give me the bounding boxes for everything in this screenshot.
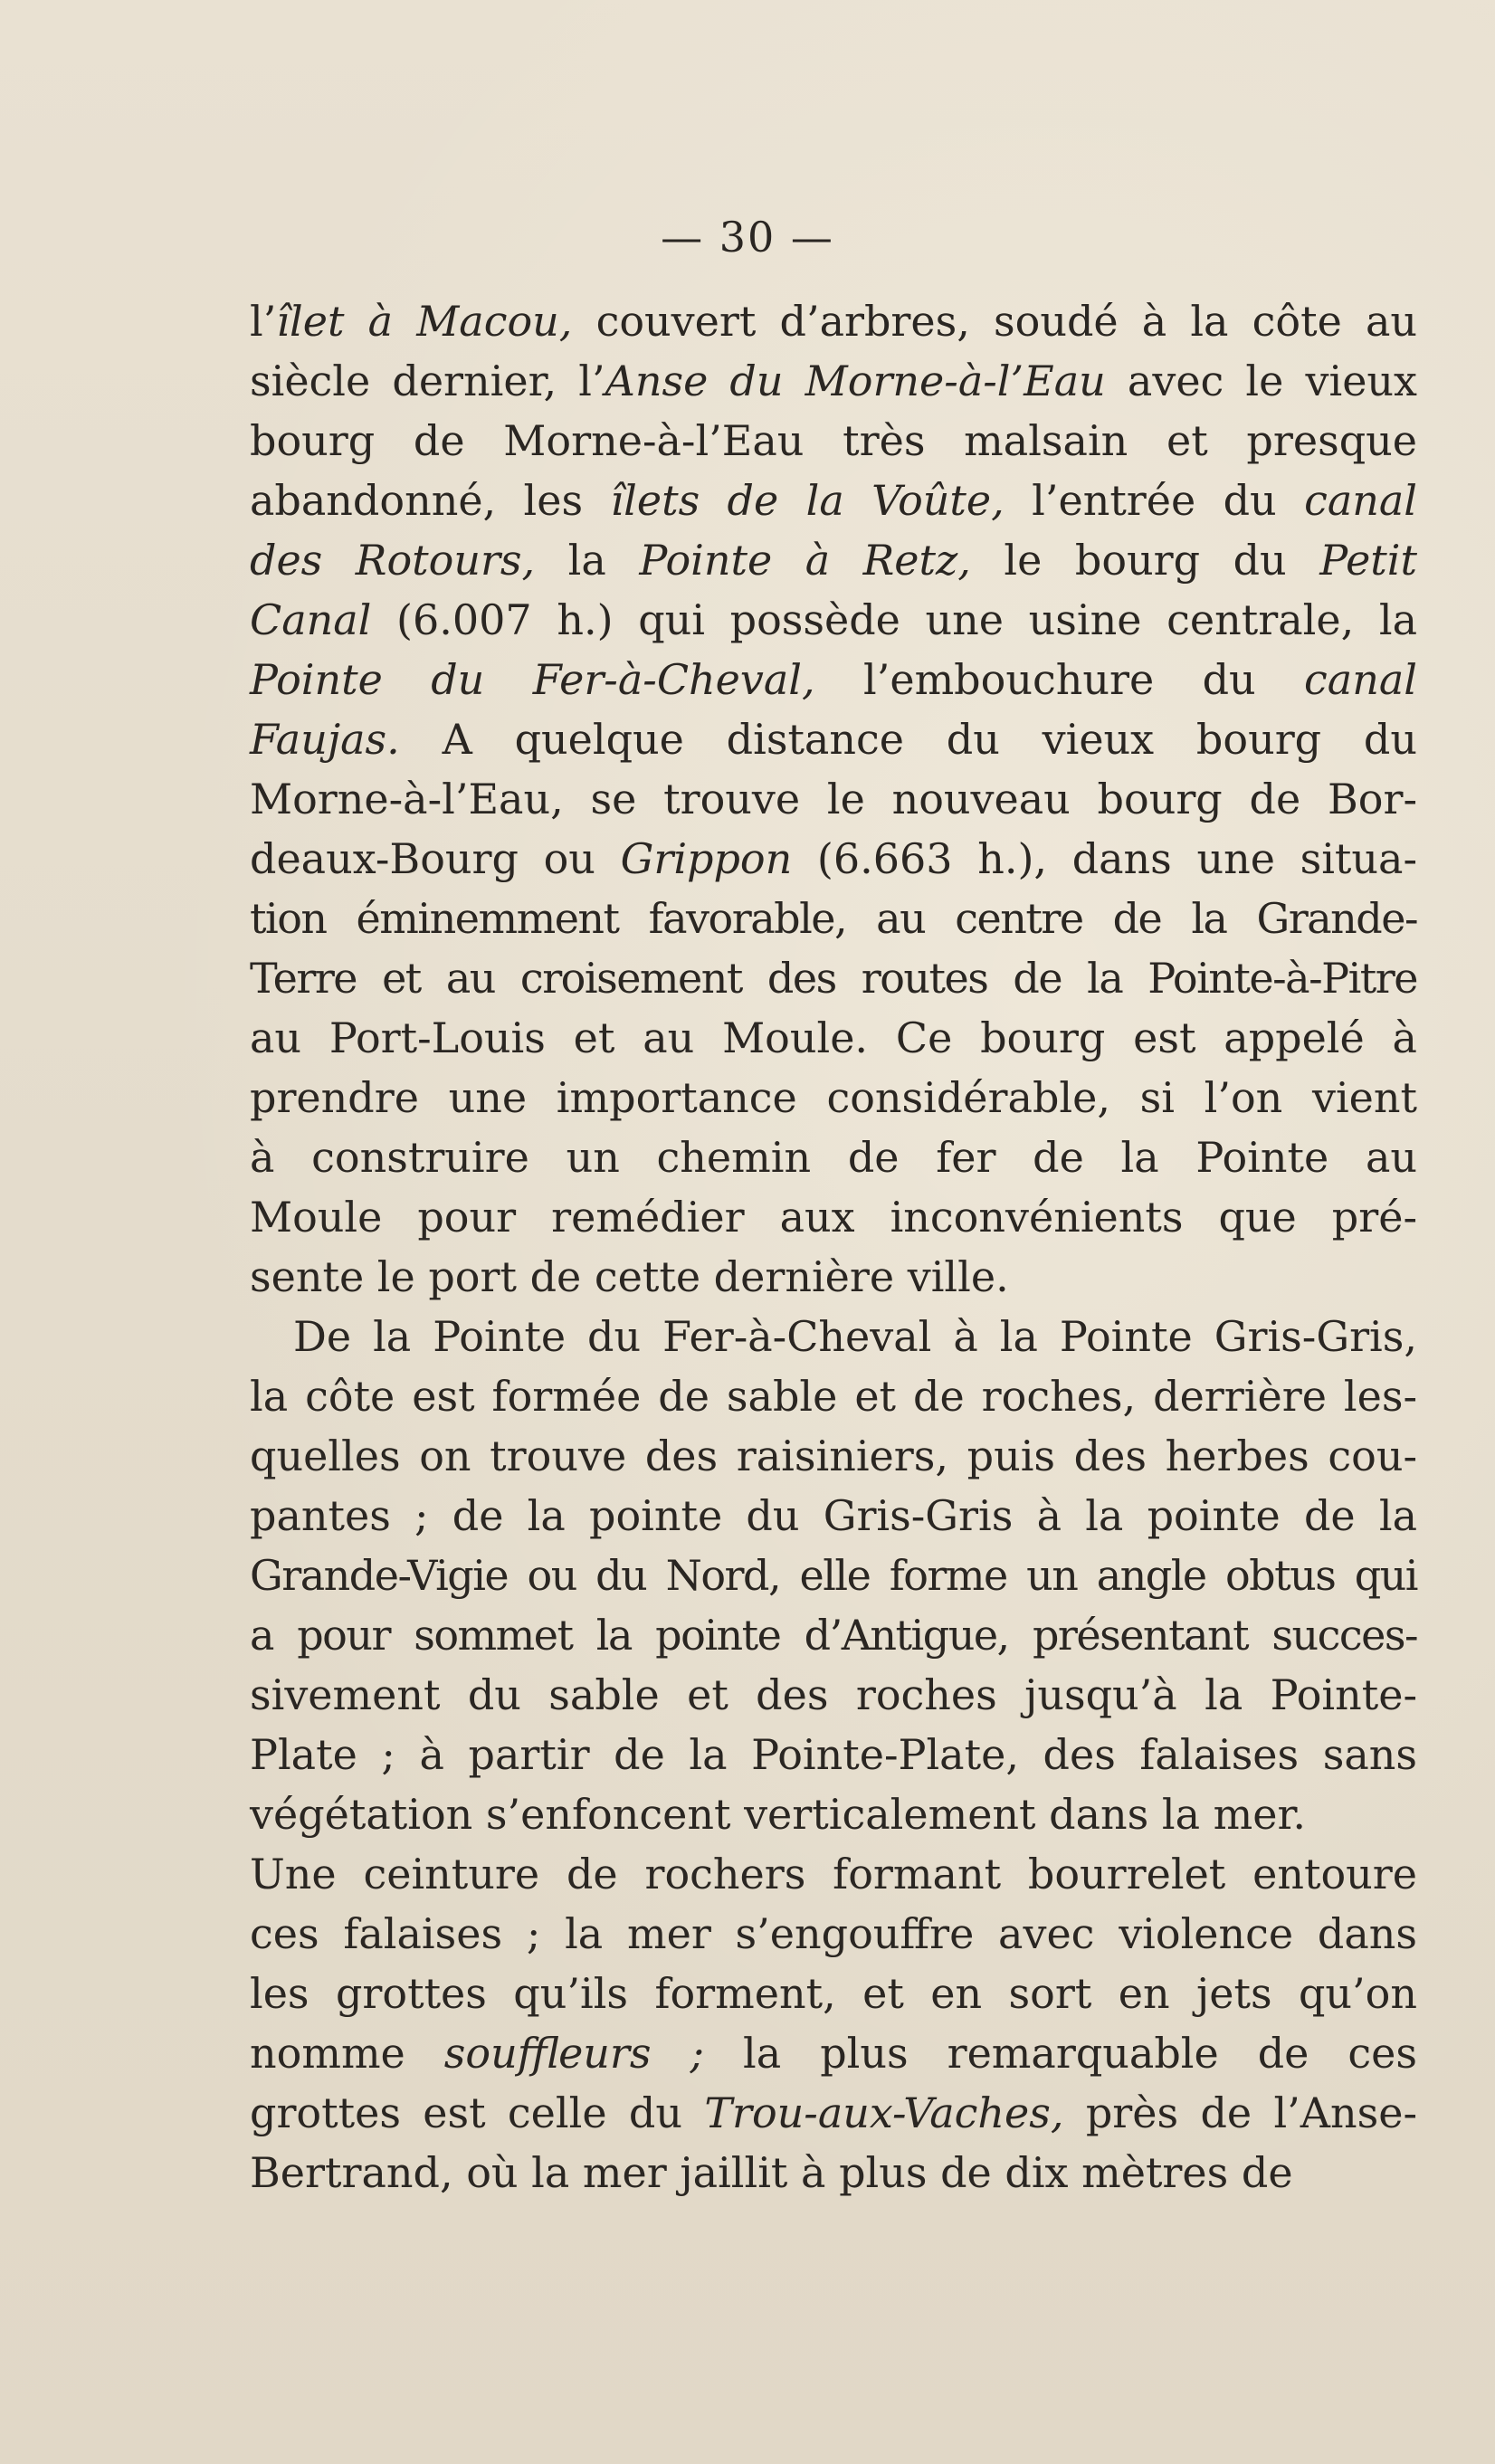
text-run: abandonné, les (250, 476, 611, 525)
text-line (250, 2023, 1417, 2083)
text-run: a pour sommet la pointe d’Antigue, présentant succes- (250, 1611, 1417, 1660)
text-line (250, 411, 1417, 471)
text-run: avec le vieux (1105, 357, 1417, 405)
italic-text: Petit (1319, 536, 1417, 585)
text-run: siècle dernier, l’ (250, 357, 605, 405)
text-line (250, 1247, 1417, 1307)
italic-text: Anse du Morne-à-l’Eau (605, 357, 1106, 405)
text-run: deaux-Bourg ou (250, 834, 621, 883)
text-line (250, 1605, 1417, 1665)
text-line (250, 1486, 1417, 1546)
text-run: De la Pointe du Fer-à-Cheval à la Pointe Gris-Gris, (293, 1312, 1417, 1361)
text-line (250, 1127, 1417, 1187)
italic-text: Pointe du Fer-à-Cheval, (250, 655, 815, 704)
text-run: les grottes qu’ils forment, et en sort en jets qu’on (250, 1969, 1417, 2018)
text-run: ces falaises ; la mer s’engouffre avec violence dans (250, 1909, 1417, 1958)
italic-text: îlet à Macou, (276, 297, 573, 346)
italic-text: canal (1304, 655, 1417, 704)
text-run: la (535, 536, 640, 585)
text-run: nomme (250, 2029, 444, 2078)
text-run: tion éminemment favorable, au centre de la Grande- (250, 894, 1417, 943)
text-line (250, 1904, 1417, 1964)
text-run: Bertrand, où la mer jaillit à plus de dix mètres de (250, 2148, 1293, 2197)
text-line (250, 650, 1417, 709)
body-text (250, 291, 1417, 2202)
italic-text: Canal (250, 595, 372, 644)
italic-text: Grippon (620, 834, 793, 883)
text-line (250, 291, 1417, 351)
text-run: la plus remarquable de ces (704, 2029, 1417, 2078)
text-run: sivement du sable et des roches jusqu’à la Pointe- (250, 1670, 1417, 1719)
text-line (250, 1665, 1417, 1725)
italic-text: canal (1304, 476, 1418, 525)
text-run: Moule pour remédier aux inconvénients que pré- (250, 1193, 1417, 1242)
text-line (250, 1784, 1417, 1844)
text-line (250, 1366, 1417, 1426)
italic-text: des Rotours, (250, 536, 536, 585)
text-line (250, 471, 1417, 530)
text-run: (6.007 h.) qui possède une usine centrale, la (371, 595, 1417, 644)
text-run: A quelque distance du vieux bourg du (399, 715, 1417, 764)
text-line (250, 769, 1417, 829)
text-run: quelles on trouve des raisiniers, puis des herbes cou- (250, 1432, 1417, 1480)
text-line (250, 1187, 1417, 1247)
text-line (250, 948, 1417, 1008)
text-run: l’entrée du (1004, 476, 1305, 525)
text-run: Terre et au croisement des routes de la Pointe-à-Pitre (250, 954, 1417, 1003)
text-run: l’ (250, 297, 277, 346)
text-line (250, 1964, 1417, 2023)
text-run: prendre une importance considérable, si l’on vient (250, 1073, 1417, 1122)
text-run: grottes est celle du (250, 2088, 705, 2137)
text-run: l’embouchure du (814, 655, 1305, 704)
text-run: Grande-Vigie ou du Nord, elle forme un angle obtus qui (250, 1551, 1417, 1600)
italic-text: Trou-aux-Vaches, (704, 2088, 1064, 2137)
italic-text: Faujas. (250, 715, 400, 764)
text-run: couvert d’arbres, soudé à la côte au (572, 297, 1417, 346)
italic-text: Pointe à Retz, (639, 536, 971, 585)
text-line (250, 889, 1417, 948)
text-run: le bourg du (970, 536, 1320, 585)
text-run: à construire un chemin de fer de la Pointe au (250, 1133, 1417, 1182)
text-line (250, 1725, 1417, 1784)
text-line (250, 590, 1417, 650)
text-run: au Port-Louis et au Moule. Ce bourg est appelé à (250, 1013, 1417, 1062)
text-run: végétation s’enfoncent verticalement dans la mer. (250, 1790, 1307, 1839)
text-line (250, 1844, 1417, 1904)
text-run: (6.663 h.), dans une situa- (792, 834, 1417, 883)
text-line (250, 1307, 1417, 1366)
text-run: Une ceinture de rochers formant bourrelet entoure (250, 1850, 1417, 1898)
text-run: bourg de Morne-à-l’Eau très malsain et presque (250, 416, 1417, 465)
text-line (250, 351, 1417, 411)
text-line (250, 1426, 1417, 1486)
text-run: sente le port de cette dernière ville. (250, 1252, 1009, 1301)
text-line (250, 1546, 1417, 1605)
text-line (250, 709, 1417, 769)
text-line (250, 2143, 1417, 2202)
text-line (250, 530, 1417, 590)
text-run: Plate ; à partir de la Pointe-Plate, des falaises sans (250, 1730, 1417, 1779)
text-line (250, 1008, 1417, 1068)
italic-text: îlets de la Voûte, (610, 476, 1005, 525)
text-run: pantes ; de la pointe du Gris-Gris à la pointe de la (250, 1491, 1417, 1540)
text-line (250, 829, 1417, 889)
text-run: Morne-à-l’Eau, se trouve le nouveau bourg de Bor- (250, 775, 1417, 823)
italic-text: souffleurs ; (443, 2029, 705, 2078)
text-line (250, 1068, 1417, 1127)
text-line (250, 2083, 1417, 2143)
page-number: — 30 — (661, 213, 834, 262)
text-run: près de l’Anse- (1063, 2088, 1418, 2137)
text-run: la côte est formée de sable et de roches, derrière les- (250, 1372, 1417, 1421)
